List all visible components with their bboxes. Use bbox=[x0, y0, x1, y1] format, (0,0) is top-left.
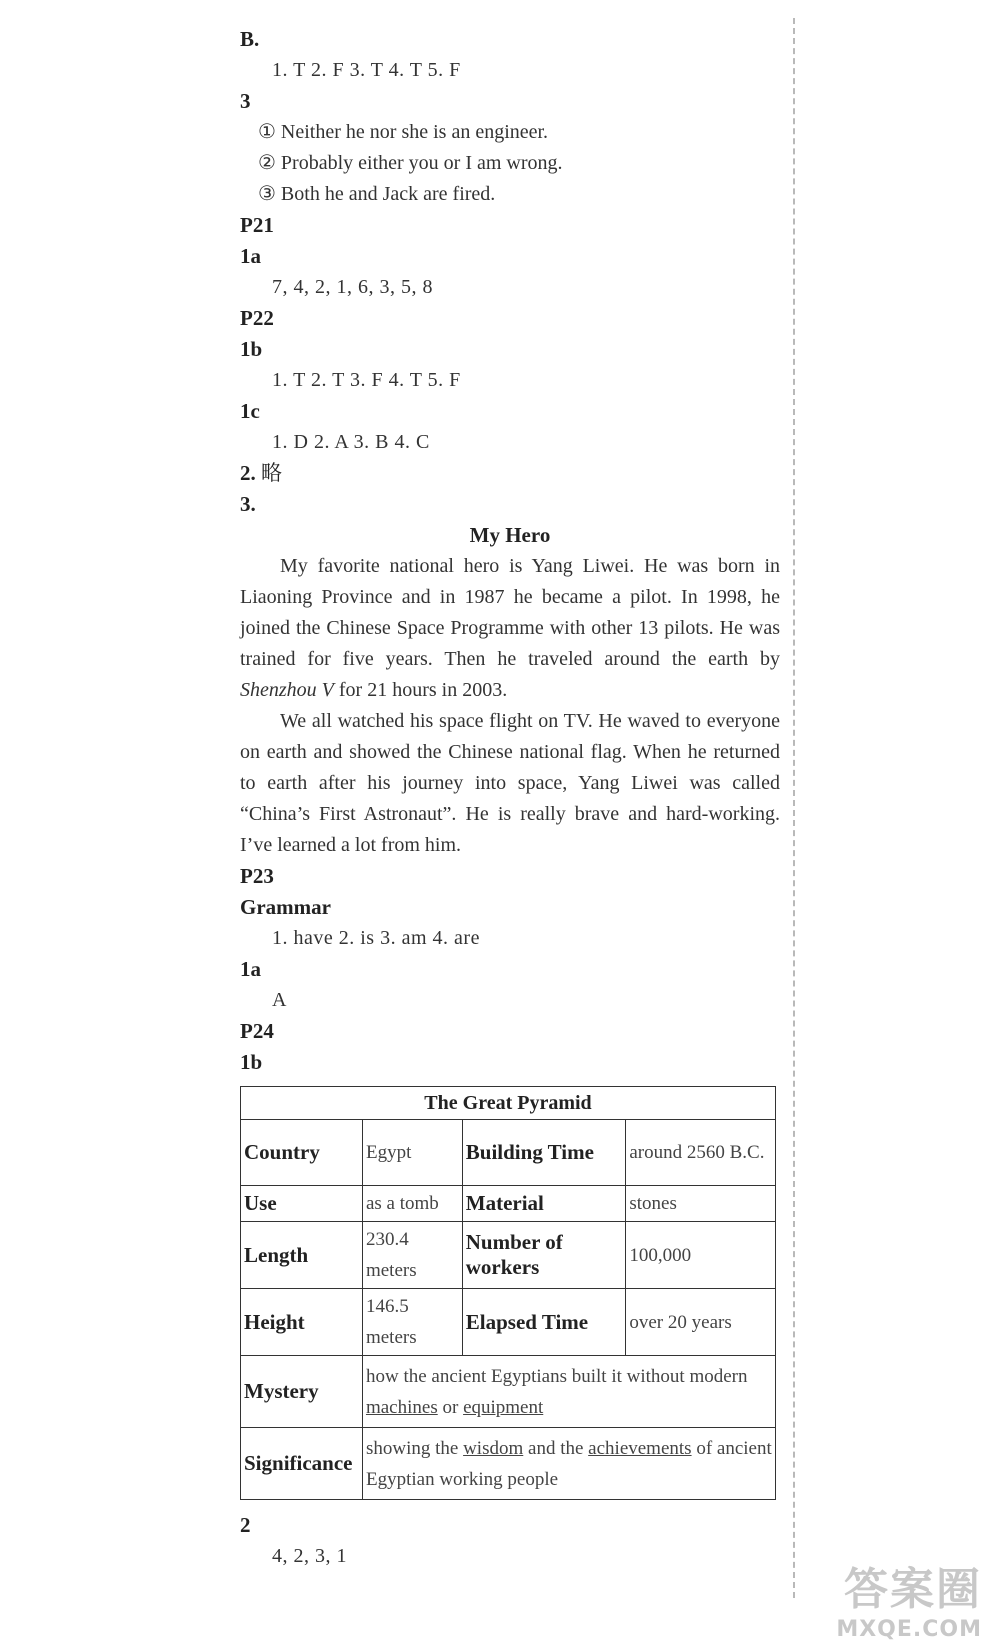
watermark-en: MXQE.COM bbox=[836, 1617, 982, 1642]
p24-1b-label: 1b bbox=[240, 1050, 263, 1074]
significance-text-a: showing the bbox=[365, 1437, 464, 1459]
section-3-label: 3 bbox=[240, 89, 251, 113]
table-row bbox=[241, 1087, 776, 1120]
length-value: 230.4 meters bbox=[362, 1222, 462, 1289]
grammar-answers: 1. have 2. is 3. am 4. are bbox=[272, 927, 480, 949]
p21-1a-label: 1a bbox=[240, 244, 261, 268]
section-b-label: B. bbox=[240, 27, 260, 51]
table-row bbox=[241, 1186, 776, 1222]
length-label: Length bbox=[241, 1222, 363, 1289]
sentence-2: ② Probably either you or I am wrong. bbox=[258, 152, 563, 174]
p21-1a-answers: 7, 4, 2, 1, 6, 3, 5, 8 bbox=[272, 276, 433, 298]
essay-p1-text-b: for 21 hours in 2003. bbox=[333, 679, 508, 701]
table-row bbox=[241, 1289, 776, 1356]
table-row bbox=[241, 1356, 776, 1428]
workers-value: 100,000 bbox=[626, 1222, 776, 1289]
elapsed-time-label: Elapsed Time bbox=[462, 1289, 626, 1356]
sentence-1: ① Neither he nor she is an engineer. bbox=[258, 121, 549, 143]
p23-1a-answer: A bbox=[272, 989, 287, 1011]
answer-content bbox=[240, 24, 780, 1572]
page-p21-label: P21 bbox=[240, 213, 274, 237]
page-p23-label: P23 bbox=[240, 864, 274, 888]
significance-label: Significance bbox=[241, 1428, 363, 1500]
material-label: Material bbox=[462, 1186, 626, 1222]
grammar-label: Grammar bbox=[240, 895, 331, 919]
essay-paragraph-1 bbox=[240, 551, 780, 706]
workers-label: Number of workers bbox=[462, 1222, 626, 1289]
p22-2-row bbox=[240, 458, 780, 489]
material-value: stones bbox=[626, 1186, 776, 1222]
p22-1b-label: 1b bbox=[240, 337, 263, 361]
height-label: Height bbox=[241, 1289, 363, 1356]
significance-text-b: and the bbox=[523, 1437, 589, 1459]
p22-2-answer: 略 bbox=[261, 461, 282, 485]
mystery-value bbox=[362, 1356, 775, 1428]
site-watermark bbox=[792, 1553, 982, 1643]
height-value: 146.5 meters bbox=[362, 1289, 462, 1356]
p22-1c-answers: 1. D 2. A 3. B 4. C bbox=[272, 431, 430, 453]
watermark-cn: 答案圈 bbox=[844, 1564, 982, 1615]
mystery-text-b: or bbox=[437, 1396, 464, 1418]
mystery-underlined-1: machines bbox=[365, 1396, 438, 1418]
essay-paragraph-2: We all watched his space flight on TV. He waved to everyone on earth and showed the Chinese national flag. When he returned to earth after his journey into space, Yang Liwei was called “China’s First Astronaut”. He is really brave and hard-working. I’ve learned a lot from him. bbox=[240, 710, 780, 856]
use-label: Use bbox=[241, 1186, 363, 1222]
p22-2-label: 2. bbox=[240, 461, 256, 485]
table-row bbox=[241, 1428, 776, 1500]
mystery-text-a: how the ancient Egyptians built it without modern bbox=[365, 1365, 748, 1387]
essay-p1-text-a: My favorite national hero is Yang Liwei. He was born in Liaoning Province and in 1987 he became a pilot. In 1998, he joined the Chinese Space Programme with other 13 pilots. He was trained for five years. Then he traveled around the earth by bbox=[240, 555, 780, 670]
p22-1c-label: 1c bbox=[240, 399, 260, 423]
country-label: Country bbox=[241, 1120, 363, 1186]
use-value: as a tomb bbox=[362, 1186, 462, 1222]
p23-1a-label: 1a bbox=[240, 957, 261, 981]
page-p22-label: P22 bbox=[240, 306, 274, 330]
significance-underlined-2: achievements bbox=[588, 1437, 692, 1459]
sentence-3: ③ Both he and Jack are fired. bbox=[258, 183, 496, 205]
building-time-value: around 2560 B.C. bbox=[626, 1120, 776, 1186]
dashed-divider bbox=[793, 18, 795, 1598]
p24-2-label: 2 bbox=[240, 1513, 251, 1537]
significance-underlined-1: wisdom bbox=[463, 1437, 524, 1459]
country-value: Egypt bbox=[362, 1120, 462, 1186]
page-p24-label: P24 bbox=[240, 1019, 274, 1043]
table-row bbox=[241, 1120, 776, 1186]
mystery-underlined-2: equipment bbox=[463, 1396, 544, 1418]
significance-value bbox=[362, 1428, 775, 1500]
p22-1b-answers: 1. T 2. T 3. F 4. T 5. F bbox=[272, 369, 461, 391]
p22-3-label: 3. bbox=[240, 492, 256, 516]
p24-2-answers: 4, 2, 3, 1 bbox=[272, 1545, 347, 1567]
significance-text-c: of ancient Egyptian working people bbox=[365, 1437, 772, 1490]
elapsed-time-value: over 20 years bbox=[626, 1289, 776, 1356]
mystery-label: Mystery bbox=[241, 1356, 363, 1428]
table-caption: The Great Pyramid bbox=[241, 1087, 776, 1120]
essay-p1-italic: Shenzhou V bbox=[240, 679, 334, 701]
section-b-answers: 1. T 2. F 3. T 4. T 5. F bbox=[272, 59, 461, 81]
essay-title: My Hero bbox=[469, 523, 551, 547]
pyramid-table bbox=[240, 1086, 776, 1500]
table-row bbox=[241, 1222, 776, 1289]
building-time-label: Building Time bbox=[462, 1120, 626, 1186]
